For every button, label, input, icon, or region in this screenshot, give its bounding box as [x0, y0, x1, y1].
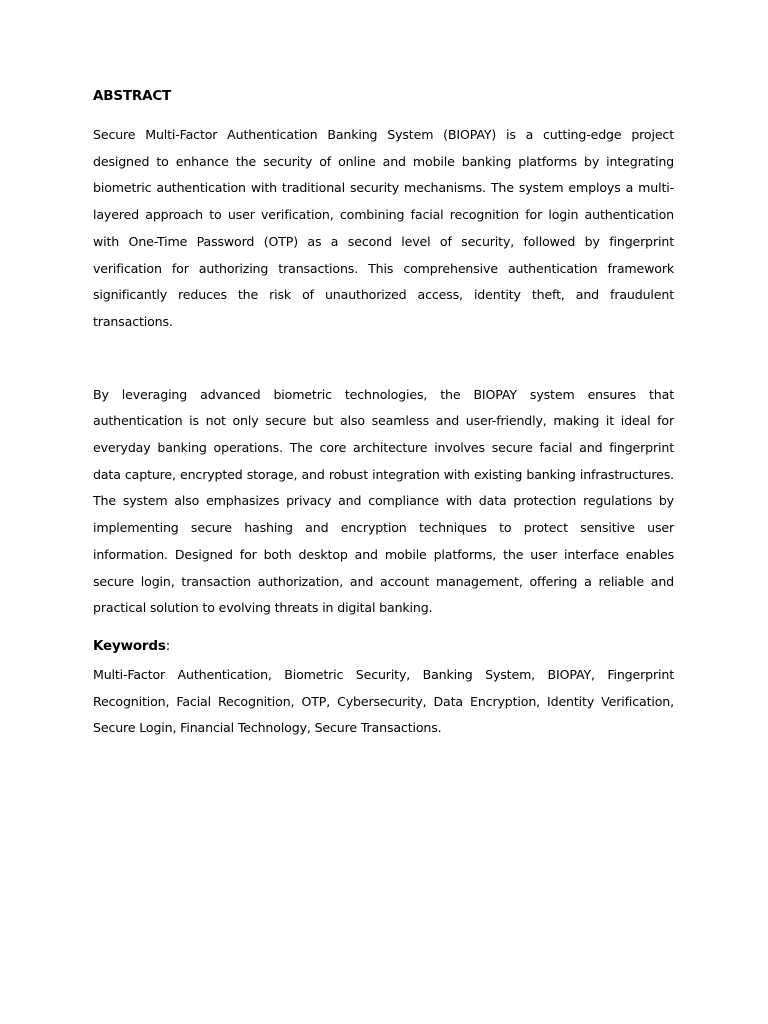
paragraph-spacer: [93, 336, 674, 382]
abstract-heading: ABSTRACT: [93, 88, 172, 104]
keywords-list: Multi-Factor Authentication, Biometric Security, Banking System, BIOPAY, Fingerprint Recognition, Facial Recognition, OTP, Cybersecurity, Data Encryption, Identity Verification, Secure Login, Financial Technology, Secure Transactions.: [93, 666, 674, 736]
abstract-paragraph-1: Secure Multi-Factor Authentication Banking System (BIOPAY) is a cutting-edge project designed to enhance the security of online and mobile banking platforms by integrating biometric authentication with traditional security mechanisms. The system employs a multi-layered approach to user verification, combining facial recognition for login authentication with One-Time Password (OTP) as a second level of security, followed by fingerprint verification for authorizing transactions. This comprehensive authentication framework significantly reduces the risk of unauthorized access, identity theft, and fraudulent transactions.: [93, 127, 674, 329]
keywords-heading: [93, 636, 674, 656]
keywords-colon: :: [165, 637, 171, 654]
abstract-paragraph-2: By leveraging advanced biometric technologies, the BIOPAY system ensures that authentication is not only secure but also seamless and user-friendly, making it ideal for everyday banking operations. The core architecture involves secure facial and fingerprint data capture, encrypted storage, and robust integration with existing banking infrastructures. The system also emphasizes privacy and compliance with data protection regulations by implementing secure hashing and encryption techniques to protect sensitive user information. Designed for both desktop and mobile platforms, the user interface enables secure login, transaction authorization, and account management, offering a reliable and practical solution to evolving threats in digital banking.: [93, 386, 674, 616]
document-page: [93, 86, 674, 742]
keywords-label: Keywords: [93, 637, 166, 654]
